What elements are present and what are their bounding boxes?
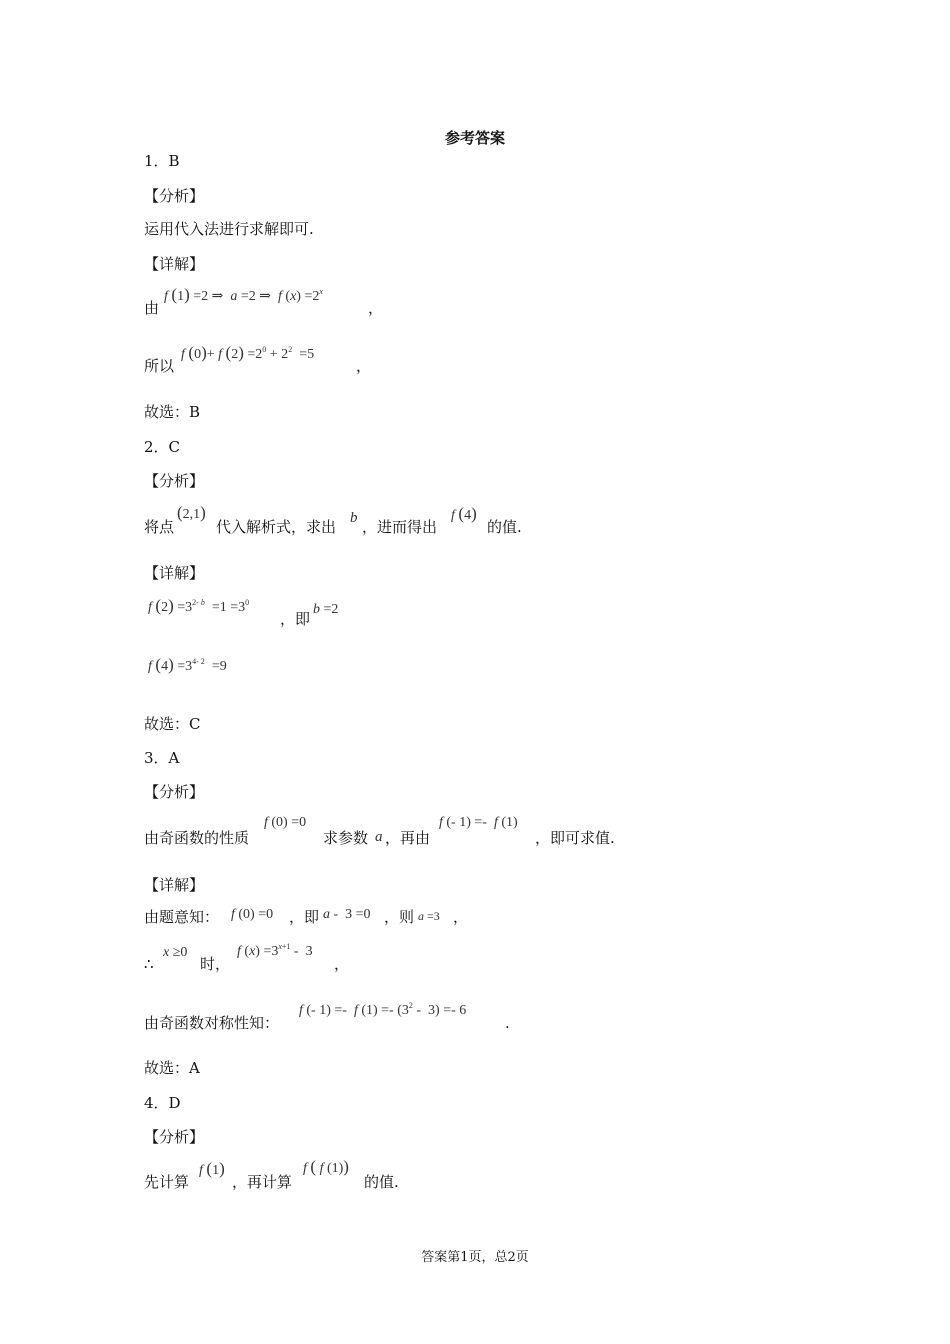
q4-f1: f (1) xyxy=(199,1159,225,1178)
q2-detail-label: 【详解】 xyxy=(144,564,205,582)
q4-answer: 4．D xyxy=(144,1094,181,1112)
q2-f4: f (4) xyxy=(451,504,477,523)
q1-choice: 故选：B xyxy=(144,403,201,421)
q2-analysis-p1: 将点 xyxy=(144,518,175,536)
q3-therefore: ∴ xyxy=(144,955,154,973)
q4-analysis-p1: 先计算 xyxy=(144,1173,190,1191)
q3-line1-p4: ， xyxy=(453,908,469,926)
q3-fx-formula: f $(x) =3^{x+1} - 3$ xyxy=(237,942,313,959)
page-footer: 答案第1页，总2页 xyxy=(421,1250,529,1265)
q1-analysis-label: 【分析】 xyxy=(144,187,205,205)
q4-analysis-label: 【分析】 xyxy=(144,1128,205,1146)
q3-analysis-label: 【分析】 xyxy=(144,783,205,801)
q3-analysis-p4: ，即可求值. xyxy=(535,829,615,847)
q2-var-b: b xyxy=(350,510,358,526)
q1-formula-2: f (0)+ f $(2) =2^0 + 2^2 =5$ xyxy=(181,343,315,362)
q3-answer: 3．A xyxy=(144,749,180,767)
q3-line2-p3: ， xyxy=(334,955,350,973)
q2-choice: 故选：C xyxy=(144,715,201,733)
q3-var-a: a xyxy=(375,829,383,845)
q3-odd-relation: f (- 1) =- f (1) xyxy=(439,815,518,830)
q3-analysis-p3: ，再由 xyxy=(385,829,431,847)
q3-line3-p1: 由奇函数对称性知： xyxy=(144,1014,280,1032)
q4-analysis-p2: ，再计算 xyxy=(232,1173,293,1191)
q2-analysis-label: 【分析】 xyxy=(144,472,205,490)
q2-line1-mid: ，即 xyxy=(280,610,311,628)
q3-analysis-p2: 求参数 xyxy=(323,829,369,847)
q2-formula-2: f $(4) =3^{4- 2} =9$ xyxy=(148,655,227,674)
q1-answer: 1．B xyxy=(144,152,180,170)
q2-b-equals: b =2 xyxy=(313,602,339,617)
q1-line2-suffix: ， xyxy=(356,357,372,375)
q3-line1-p2: ，即 xyxy=(289,908,320,926)
q4-analysis-p3: 的值. xyxy=(364,1173,399,1191)
q2-analysis-p3: ，进而得出 xyxy=(362,518,438,536)
q3-line2-p2: 时， xyxy=(200,955,231,973)
q1-formula-1: f (1) =2 ⇒ a =2 ⇒ f $(x) =2^x$ xyxy=(164,285,323,304)
page-title: 参考答案 xyxy=(444,129,505,147)
q3-f0-eq: f (0) =0 xyxy=(231,907,274,922)
q3-line1-p1: 由题意知： xyxy=(144,908,220,926)
q3-a-minus-3: a - 3 =0 xyxy=(323,907,371,922)
q4-ff1: f ( f (1)) xyxy=(303,1157,349,1176)
q3-line3-p2: . xyxy=(505,1014,510,1032)
q1-detail-label: 【详解】 xyxy=(144,255,205,273)
q2-formula-1: f $(2) =3^{2- b} =1 =3^0$ xyxy=(148,596,250,615)
q3-analysis-p1: 由奇函数的性质 xyxy=(144,829,250,847)
q3-a-equals-3: a =3 xyxy=(418,909,440,923)
q1-line1-suffix: ， xyxy=(368,299,384,317)
q2-analysis-p4: 的值. xyxy=(487,518,522,536)
q2-analysis-p2: 代入解析式，求出 xyxy=(216,518,337,536)
q3-f0-zero: f (0) =0 xyxy=(264,815,307,830)
q1-analysis-text: 运用代入法进行求解即可. xyxy=(144,220,314,238)
q3-detail-label: 【详解】 xyxy=(144,876,205,894)
q3-line1-p3: ，则 xyxy=(384,908,415,926)
q2-point: (2,1) xyxy=(177,503,206,522)
q3-symmetry-formula: f (- 1) =- f $(1) =- (3^2 - 3) =- 6$ xyxy=(299,1001,467,1018)
q1-line2-prefix: 所以 xyxy=(144,357,175,375)
q2-answer: 2．C xyxy=(144,438,181,456)
q1-line1-prefix: 由 xyxy=(144,299,160,317)
q3-choice: 故选：A xyxy=(144,1059,200,1077)
q3-x-geq-0: x ≥0 xyxy=(163,945,188,960)
